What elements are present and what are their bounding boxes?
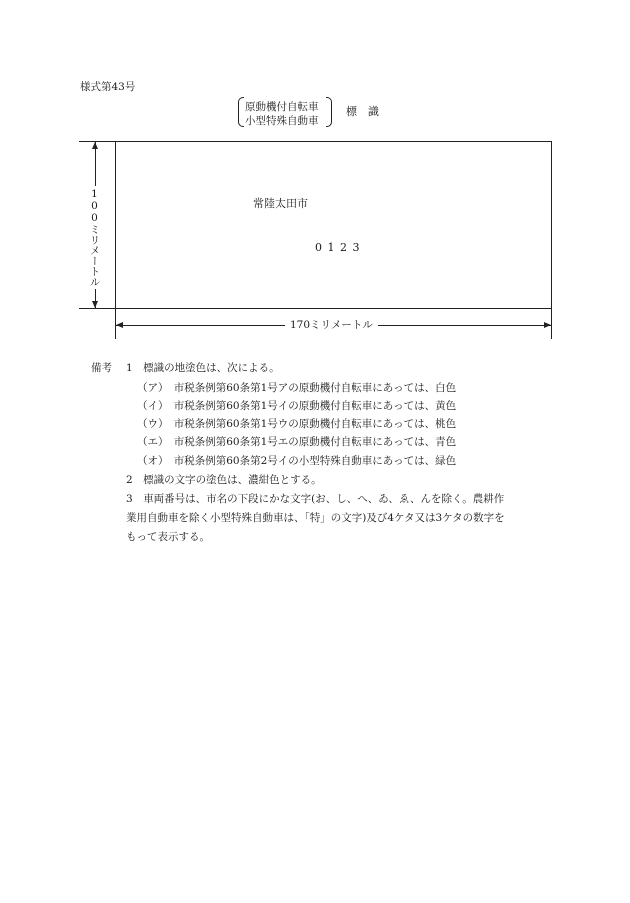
note-item: （ウ） 市税条例第60条第1号ウの原動機付自転車にあっては、桃色	[137, 418, 457, 430]
note-item: （イ） 市税条例第60条第1号イの原動機付自転車にあっては、黄色	[137, 400, 457, 412]
extension-line-right	[551, 309, 552, 339]
form-number: 様式第43号	[80, 81, 136, 93]
note-item: （オ） 市税条例第60条第2号イの小型特殊自動車にあっては、緑色	[137, 455, 457, 467]
plate-city-name: 常陸太田市	[253, 197, 308, 210]
height-arrow-up-icon	[92, 142, 98, 149]
width-arrow-right-icon	[544, 322, 551, 328]
note-item: （エ） 市税条例第60条第1号エの原動機付自転車にあっては、青色	[137, 436, 457, 448]
title-bracket-line1: 原動機付自転車	[245, 101, 319, 113]
notes-heading: 備考	[91, 362, 112, 374]
height-arrow-down-icon	[92, 301, 98, 308]
sign-plate	[115, 141, 552, 309]
width-arrow-left-icon	[116, 322, 123, 328]
left-bracket	[238, 97, 244, 127]
note-item: （ア） 市税条例第60条第1号アの原動機付自転車にあっては、白色	[137, 382, 457, 394]
note-item: 1 標識の地塗色は、次による。	[126, 362, 280, 374]
title-suffix: 標 識	[346, 105, 379, 118]
note-item: 2 標識の文字の塗色は、濃紺色とする。	[126, 474, 322, 486]
height-dimension-label: 100ミリメートル	[88, 188, 101, 287]
right-bracket	[326, 97, 332, 127]
note-item: 3 車両番号は、市名の下段にかな文字(お、し、へ、ゐ、ゑ、んを除く。農耕作	[126, 493, 505, 505]
title-bracket-line2: 小型特殊自動車	[245, 115, 319, 127]
note-item: 業用自動車を除く小型特殊自動車は、「特」の文字)及び4ケタ又は3ケタの数字を	[126, 512, 505, 524]
width-dimension-label: 170ミリメートル	[285, 320, 378, 331]
title-bracket-group	[238, 97, 332, 127]
plate-sample-number: 0 1 2 3	[315, 241, 361, 254]
note-item: もって表示する。	[126, 531, 210, 543]
extension-line-bottom	[79, 308, 115, 309]
